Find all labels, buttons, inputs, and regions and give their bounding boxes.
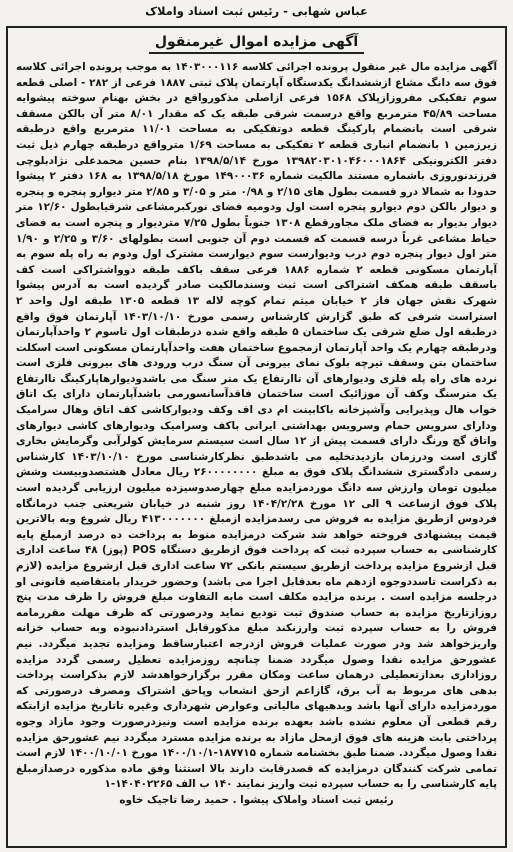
notice-signature: رئیس ثبت اسناد واملاک پیشوا . حمید رضا تاجیک خاوه <box>119 793 394 806</box>
previous-notice-signature <box>0 0 513 22</box>
auction-notice-box <box>6 26 507 848</box>
notice-title: آگهی مزایده اموال غیرمنقول <box>149 34 364 54</box>
previous-signature-text: عباس شهابی - رئیس ثبت اسناد واملاک <box>145 4 368 18</box>
notice-body: آگهی مزایده مال غیر منقول پرونده اجرائی کلاسه ۱۴۰۳۰۰۰۱۱۶ به موجب پرونده اجرائی کلاسه فوق سه دانگ مشاع ازششدانگ یکدستگاه آپارتمان پلاک ثبتی ۱۸۸۷ فرعی از ۲۸۲ - اصلی قطعه سوم تفکیکی مفروزازپلاک ۱۵۶۸ فرعی ازاصلی مذکورواقع در بخش بهنام سوخته پیشوایه مساحت ۴۵/۸۹ مترمربع واقع درسمت شرقی طبقه یک که مقدار ۸/۰۱ متر آن بالکن مسقف شرقی است بانضمام پارکینگ قطعه دوتفکیکی به مساحت ۱۱/۰۱ مترمربع واقع درطبقه زیرزمین ۱ بانضمام انباری قطعه ۲ تفکیکی به مساحت ۱/۶۹ مترواقع درطبقه چهارم ذیل ثبت دفتر الکترونیکی ۱۳۹۸۲۰۳۰۱۰۴۶۰۰۰۱۸۶۴ مورخ ۱۳۹۸/۵/۱۴ بنام حسین محمدعلی نژادبلوچی فرزندنوروزی باشماره مستند مالکیت شماره ۱۴۹۰۰۰۳۶ مورخ ۱۳۹۸/۵/۱۸ به ۱۶۸ دفتر ۲ پیشوا حدودا به شمالا درو قسمت بطول های ۲/۱۵ و ۰/۹۸ متر و ۳/۰۵ و ۲/۸۵ متر دیوارو پنجره و پنجره و دیوار بالکن دوم دیوارو پنجره است اول ودومیه فضای نورکبرمشاعی شرقیابطول ۱۲/۶۰ متر دیوار بدیوار به فضای ملک مجاورقطع ۱۳۰۸ جنوباً بطول ۷/۲۵ متردیوار و پنجره است به فضای حیاط مشاعی غرباً درسه قسمت که قسمت دوم آن جنوبی است بطولهای ۳/۶۰ و ۲/۲۵ و ۱/۹۰ متر اول دیوار پنجره دوم درب ودیوارست سوم دیوارست مشترک اول ودوم به راه پله سوم به آپارتمان مسکونی قطعه ۲ شماره ۱۸۸۶ فرعی سقف باکف طبقه دوواشتراکی است کف باسقف طبقه همکف اشتراکی است ثبت وسندمالکیت صادر گردیده است به آدرس پیشوا شهرک نقش جهان فاز ۲ خیابان میثم تمام کوچه لاله ۱۳ قطعه ۱۳۰۵ طبقه اول واحد ۲ استراست شرقی که طبق گزارش کارشناس رسمی مورخ ۱۴۰۳/۱۰/۱۰ آپارتمان فوق واقع درطبقه اول ضلع شرقی یک ساختمان ۵ طبقه واقع شده درطبقات اول تاسوم ۲ واحدآپارتمان ودرطبقه چهارم یک واحد آپارتمان ازمجموع ساختمان هفت واحدآپارتمان مسکونی است اسکلت ساختمان بتن وسقف تیرچه بلوک نمای بیرونی آن سنگ درب ورودی های بیرونی فلزی است نرده های راه پله فلزی ودیوارهای آن تاارتفاع یک متر سنگ می باشدودیوارهاپارکینگ تاارتفاع یک مترسنگ وکف آن موزائیک است ساختمان فاقدآسانسورمی باشدآپارتمان دارای یک اتاق خواب هال وپذیرایی وآشپزخانه باکابینت ام دی اف وکف ودیوارکاشی کف اتاق وهال سرامیک ودارای سرویس حمام وسرویس بهداشتی ایرانی باکف وسرامیک ودیوارهای کاشی دیوارهای واتاق گچ ورنگ دارای قسمت پیش از ۱۲ سال است سیستم سرمایش کولرآبی وگرمایش بخاری گازی است ودرزمان بازدیدتخلیه می باشدطبق نظرکارشناسی مورخ ۱۴۰۳/۱۰/۱۰ کارشناس رسمی دادگستری ششدانگ پلاک فوق به مبلغ ۲۶۰۰۰۰۰۰۰۰ ریال معادل هشتصدوبیست وشش میلیون تومان وارزش سه دانگ موردمزایده مبلغ چهارصدوسیزده میلیون ارزیابی گردیده است پلاک فوق ازساعت ۹ الی ۱۲ مورخ ۱۴۰۴/۲/۲۸ روز شنبه در خیابان شریعتی جنب درمانگاه فردوس ازطریق مزایده به فروش می رسدمزایده ازمبلغ ۴۱۳۰۰۰۰۰۰۰ ریال شروع وبه بالاترین قیمت پیشنهادی فروخته خواهد شد شرکت درمزایده منوط به پرداخت ده درصد ازمبلغ پایه کارشناسی به حساب سپرده ثبت که پرداخت فوق ازطریق دستگاه POS (پوز) ۴۸ ساعت اداری قبل ازشروع مزایده پرداخت ازطریق سیستم بانکی ۷۲ ساعت اداری قبل ازشروع مزایده (لازم به ذکراست تاسددوجوه ازدهم ماه بعدقابل اجرا می باشد) وحضور خریدار بامتقاضیه قانونی او درجلسه مزایده است . برنده مزایده مکلف است مابه التفاوت مبلغ فروش را ظرف مدت پنج روزازتاریخ مزایده به حساب صندوق ثبت تودیع نماید ودرصورتی که ظرف مهلت مقررمامه فروش را به حساب سپرده ثبت وارزنکند مبلغ مذکورقابل استردادنبوده وبه حساب خزانه واریزخواهد شد ودر صورت عملیات فروش ازدرجه اعتبارساقط ومزایده تجدید میگردد. نیم عشورحق مزایده نقدا وصول میگردد ضمنا چنانچه روزمزایده تعطیل رسمی گردد مزایده روزاداری بعدازتعطیلی درهمان ساعت ومکان مقرر برگزارخواهدشد لازم بذکراست پرداخت بدهی های مربوط به آب برق، گازاعم ازحق انشعاب وپاحق اشتراک ومصرف درصورتی که موردمزایده دارای آنها باشد وبدهیهای مالیاتی وعوارض شهرداری وغیره تاتاریخ مزایده ازابتکه رقم قطعی آن معلوم نشده باشد بعهده برنده مزایده است ونیزدرصورت وجود مازاد وجوه پرداختی بابت هزینه های فوق ازمحل مازاد به برنده مزایده مسترد میگردد نیم عشورحق مزایده نقدا وصول میگردد. ضمنا طبق بخشنامه شماره ۱۸۷۷۱۵-۱۴۰۰/۱۰/۱ مورخ ۱۴۰۰/۱۰/۰۱ لازم است تمامی شرکت کنندگان درمزایده که قصدرقابت دارند بالا استثنا وفق ماده مذکوره درصدازمبلغ پایه کارشناسی را به حساب سپرده ثبت واریز نمایند ۱۴۰ ب الف ۱۴۰۴۰۲۲۶۵-۱ <box>16 61 498 791</box>
notice-title-row <box>16 34 497 54</box>
